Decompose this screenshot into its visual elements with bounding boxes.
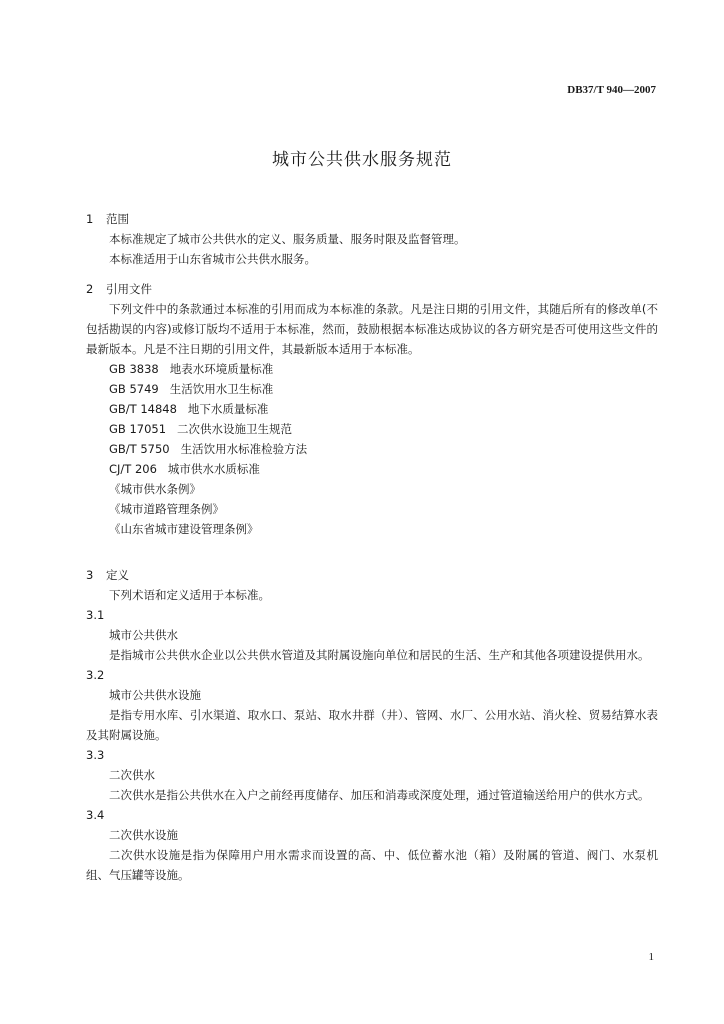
- term-definition: 是指专用水库、引水渠道、取水口、泵站、取水井群（井）、管网、水厂、公用水站、消火栓、贸易结算水表及其附属设施。: [86, 708, 658, 742]
- term-definition: 二次供水设施是指为保障用户用水需求而设置的高、中、低位蓄水池（箱）及附属的管道、阀门、水泵机组、气压罐等设施。: [86, 848, 658, 882]
- section-number: 1: [86, 212, 94, 226]
- reference-item: CJ/T 206 城市供水水质标准: [109, 462, 260, 476]
- document-body: [86, 209, 658, 885]
- section-number: 3: [86, 568, 94, 582]
- paragraph: 本标准规定了城市公共供水的定义、服务质量、服务时限及监督管理。: [109, 232, 466, 246]
- paragraph: 本标准适用于山东省城市公共供水服务。: [109, 252, 316, 266]
- term-name: 城市公共供水: [109, 628, 178, 642]
- section-title: 引用文件: [106, 282, 152, 296]
- standard-code: DB37/T 940—2007: [567, 84, 656, 96]
- term-name: 二次供水设施: [109, 828, 178, 842]
- reference-item: GB/T 5750 生活饮用水标准检验方法: [109, 442, 308, 456]
- section-title: 范围: [106, 212, 129, 226]
- document-title: 城市公共供水服务规范: [272, 150, 452, 170]
- term-name: 城市公共供水设施: [109, 688, 201, 702]
- section-heading-definitions: [86, 565, 658, 585]
- section-number: 2: [86, 282, 94, 296]
- reference-item: GB/T 14848 地下水质量标准: [109, 402, 269, 416]
- reference-item: GB 17051 二次供水设施卫生规范: [109, 422, 293, 436]
- reference-item: 《城市供水条例》: [109, 482, 201, 496]
- page-number: 1: [648, 951, 654, 963]
- subclause-number: 3.3: [86, 748, 105, 762]
- term-name: 二次供水: [109, 768, 155, 782]
- reference-item: GB 3838 地表水环境质量标准: [109, 362, 274, 376]
- section-heading-scope: [86, 209, 658, 229]
- term-definition: 是指城市公共供水企业以公共供水管道及其附属设施向单位和居民的生活、生产和其他各项建设提供用水。: [109, 648, 650, 662]
- term-definition: 二次供水是指公共供水在入户之前经再度储存、加压和消毒或深度处理，通过管道输送给用户的供水方式。: [109, 788, 650, 802]
- section-heading-references: [86, 279, 658, 299]
- reference-item: 《城市道路管理条例》: [109, 502, 224, 516]
- section-title: 定义: [106, 568, 129, 582]
- subclause-number: 3.4: [86, 808, 105, 822]
- subclause-number: 3.1: [86, 608, 105, 622]
- reference-item: GB 5749 生活饮用水卫生标准: [109, 382, 274, 396]
- paragraph: 下列文件中的条款通过本标准的引用而成为本标准的条款。凡是注日期的引用文件，其随后所有的修改单(不包括勘误的内容)或修订版均不适用于本标准，然而，鼓励根据本标准达成协议的各方研究是否可使用这些文件的最新版本。凡是不注日期的引用文件，其最新版本适用于本标准。: [86, 302, 658, 356]
- paragraph: 下列术语和定义适用于本标准。: [109, 588, 270, 602]
- reference-item: 《山东省城市建设管理条例》: [109, 522, 259, 536]
- section-spacer: [86, 539, 658, 555]
- subclause-number: 3.2: [86, 668, 105, 682]
